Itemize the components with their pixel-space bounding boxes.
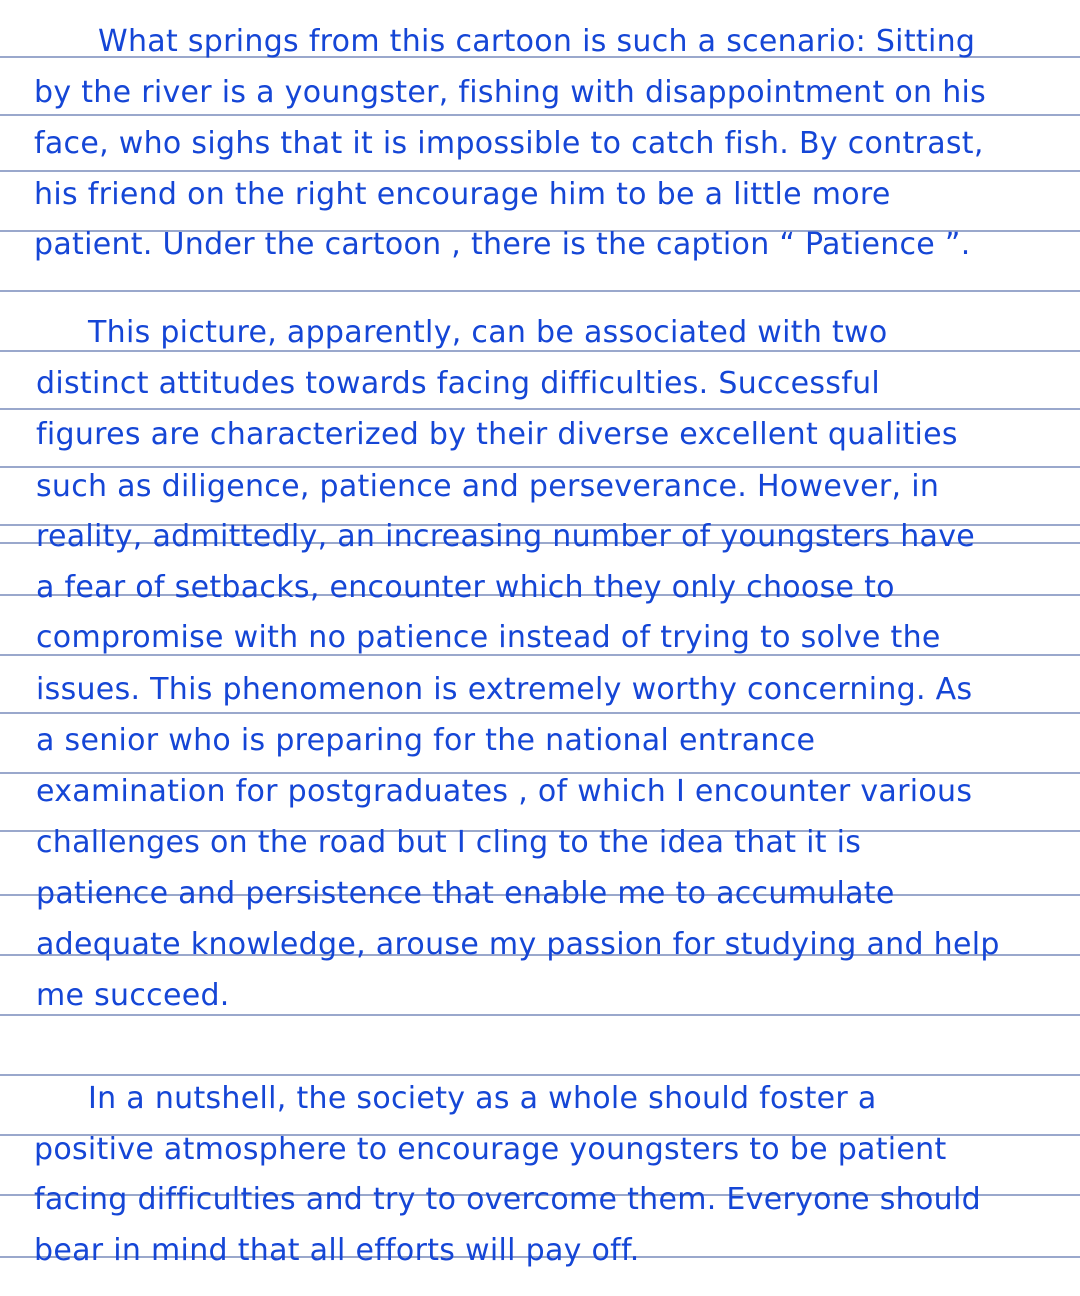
text-line: issues. This phenomenon is extremely worthy concerning. As	[36, 672, 973, 707]
text-line: examination for postgraduates , of which I encounter various	[36, 774, 973, 809]
text-line: facing difficulties and try to overcome them. Everyone should	[34, 1182, 981, 1217]
text-line: patient. Under the cartoon , there is the caption “ Patience ”.	[34, 227, 971, 262]
ruled-line	[0, 114, 1080, 116]
text-line: face, who sighs that it is impossible to catch fish. By contrast,	[34, 126, 984, 161]
text-line: In a nutshell, the society as a whole should foster a	[88, 1081, 877, 1116]
text-line: reality, admittedly, an increasing number of youngsters have	[36, 519, 976, 554]
text-line: adequate knowledge, arouse my passion for studying and help	[36, 927, 1000, 962]
ruled-line	[0, 466, 1080, 468]
text-line: patience and persistence that enable me to accumulate	[36, 876, 895, 911]
ruled-line	[0, 290, 1080, 292]
text-line: by the river is a youngster, fishing with disappointment on his	[34, 75, 987, 110]
ruled-line	[0, 408, 1080, 410]
text-line: me succeed.	[36, 978, 230, 1013]
text-line: bear in mind that all efforts will pay off.	[34, 1233, 640, 1268]
text-line: a fear of setbacks, encounter which they only choose to	[36, 570, 895, 605]
text-line: such as diligence, patience and perseverance. However, in	[36, 469, 940, 504]
text-line: challenges on the road but I cling to the idea that it is	[36, 825, 862, 860]
text-line: compromise with no patience instead of trying to solve the	[36, 620, 941, 655]
text-line: a senior who is preparing for the national entrance	[36, 723, 816, 758]
ruled-line	[0, 1014, 1080, 1016]
text-line: distinct attitudes towards facing difficulties. Successful	[36, 366, 881, 401]
text-line: What springs from this cartoon is such a scenario: Sitting	[98, 24, 976, 59]
text-line: his friend on the right encourage him to be a little more	[34, 177, 891, 212]
ruled-line	[0, 1074, 1080, 1076]
ruled-line	[0, 170, 1080, 172]
text-line: figures are characterized by their diverse excellent qualities	[36, 417, 958, 452]
text-line: positive atmosphere to encourage youngsters to be patient	[34, 1132, 947, 1167]
ruled-line	[0, 712, 1080, 714]
text-line: This picture, apparently, can be associated with two	[88, 315, 888, 350]
